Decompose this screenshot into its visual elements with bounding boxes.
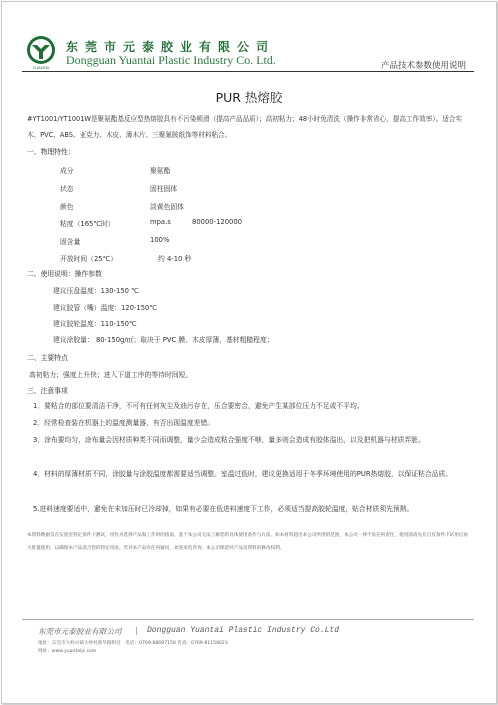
property-value: 聚氨酯 bbox=[150, 167, 171, 175]
company-name-cn: 东莞市元泰胶业有限公司 bbox=[66, 40, 276, 54]
features-text: 高初粘力；强度上升快；进入下道工序的等待时间短。 bbox=[29, 371, 193, 379]
property-key: 状态 bbox=[60, 185, 74, 193]
property-value: 淡黄色固体 bbox=[150, 203, 184, 211]
property-extra: 80000-120000 bbox=[192, 218, 243, 226]
note-item: 1．要粘合的部位要清洁干净，不可有任何灰尘及油污存在，压合要密合，避免产生某部位压力不足或不平均。 bbox=[33, 402, 364, 410]
section-heading-usage: 二、使用说明：操作参数 bbox=[27, 270, 102, 278]
section-heading-notes: 三、注意事项 bbox=[27, 387, 68, 395]
property-value: mpa.s bbox=[150, 218, 171, 226]
document-type: 产品技术参数使用说明 bbox=[380, 61, 466, 71]
document-page bbox=[1, 1, 497, 704]
section-heading-features: 二、主要特点 bbox=[27, 354, 68, 362]
note-item: 3．涂布要均匀，涂布量会因材质种类不同而调整，量少会造成粘合强度不够，量多则会造成有胶体溢出，以及把机器与材质弄脏。 bbox=[33, 436, 425, 444]
usage-line: 建议胶轮温度：110-150℃ bbox=[53, 320, 137, 328]
header-divider bbox=[22, 71, 474, 72]
footer-company-cn: 东莞市元泰胶业有限公司 bbox=[38, 627, 122, 636]
property-value: 约 4-10 秒 bbox=[158, 255, 192, 263]
usage-line: 建议涂胶量： 80-150g/㎡；取决于 PVC 膜、木皮厚薄，基材粗糙程度； bbox=[53, 336, 274, 344]
usage-line: 建议压盘温度：130-150 ℃ bbox=[53, 287, 139, 295]
note-item: 5.进料速度要适中，避免在未加压时已冷却掉，如果有必要在低进料速度下工作，必须适当提高胶轮温度，贴合材质须先预熱。 bbox=[33, 505, 414, 513]
footer-website: 网址：www.yuantaijs.com bbox=[38, 649, 97, 654]
logo-text: YUANTAI bbox=[32, 65, 50, 70]
intro-paragraph: #YT1001/YT1001W是聚氨酯基反应型热熔胶具有不污染顿滑（提高产品品质）；高初粘力；48小时免清洗（操作非常省心，提高工作效率）。适合实木、PVC、ABS、亚克力、木皮、薄木片、三聚氰胺纸饰等材料粘合。 bbox=[27, 115, 462, 139]
property-key: 成分 bbox=[60, 167, 74, 175]
property-key: 颜色 bbox=[60, 203, 74, 211]
property-key: 开放时间（25℃） bbox=[60, 255, 118, 263]
note-item: 4．材料的厚薄材质不同，涂胶量与涂胶温度都需要适当调整。室温过低时，建议更换适用于冬季环境使用的PUR热熔胶，以保证粘合品质。 bbox=[33, 470, 453, 478]
company-logo-icon bbox=[26, 35, 56, 65]
property-key: 粘度（165℃时） bbox=[60, 220, 115, 228]
usage-line: 建议胶管（嘴）温度：120-150℃ bbox=[53, 304, 158, 312]
footer-separator: | bbox=[135, 626, 138, 635]
disclaimer-text: 本资料数据仅在实验室特定条件下测试，用作为选择产品和工作时的指南，基于本公司无法了解您的具体使用条件与方法，如本材料超出本公司所供的范围，本公司一律不负任何责任，使用前请先在自有条件下试用后再大批量使用，以确保本产品适合您的特定用途。若对本产品有任何疑问，欢迎来电咨询，本公司保留对产品及资料的修改权利。 bbox=[27, 533, 469, 551]
note-item: 2．经常检查装在机器上的温度测量器，有否出现温度差错。 bbox=[33, 419, 215, 427]
page-title: PUR 热熔胶 bbox=[215, 90, 283, 105]
footer-address: 地址：东莞市大岭山镇大岭村新华路附近 电话：0769-88697159 传真：0769-81158023 bbox=[38, 641, 228, 646]
footer-company-en: Dongguan Yuantai Plastic Industry Co.Ltd bbox=[147, 626, 340, 635]
property-value: 固柱固体 bbox=[150, 185, 178, 193]
company-name-en: Dongguan Yuantai Plastic Industry Co. Ltd. bbox=[66, 53, 276, 67]
footer-divider bbox=[22, 619, 474, 620]
property-value: 100% bbox=[150, 236, 170, 244]
property-key: 固含量 bbox=[60, 238, 81, 246]
section-heading-properties: 一、物理特性： bbox=[27, 148, 75, 156]
